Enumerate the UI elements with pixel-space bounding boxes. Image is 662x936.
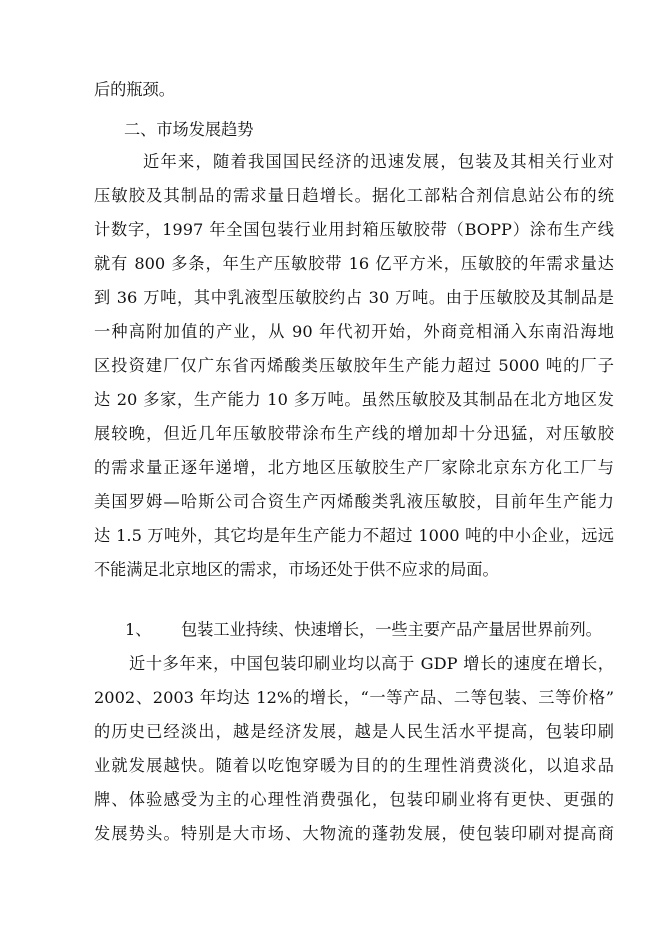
paragraph-line: 一种高附加值的产业，从 90 年代初开始，外商竞相涌入东南沿海地 <box>94 322 614 341</box>
paragraph-line: 区投资建厂仅广东省丙烯酸类压敏胶年生产能力超过 5000 吨的厂子 <box>94 356 614 375</box>
paragraph-line: 展较晚，但近几年压敏胶带涂布生产线的增加却十分迅猛，对压敏胶 <box>94 424 614 443</box>
paragraph-line: 发展势头。特别是大市场、大物流的蓬勃发展，使包装印刷对提高商 <box>94 824 614 843</box>
list-item-number: 1、 <box>125 620 152 639</box>
paragraph-line: 达 20 多家，生产能力 10 多万吨。虽然压敏胶及其制品在北方地区发 <box>94 390 614 409</box>
paragraph-line: 达 1.5 万吨外，其它均是年生产能力不超过 1000 吨的中小企业，远远 <box>94 526 614 545</box>
paragraph-line: 业就发展越快。随着以吃饱穿暖为目的的生理性消费淡化，以追求品 <box>94 756 614 775</box>
paragraph-line: 近年来，随着我国国民经济的迅速发展，包装及其相关行业对 <box>143 152 614 171</box>
paragraph-line: 2002、2003 年均达 12%的增长，“一等产品、二等包装、三等价格” <box>94 688 614 707</box>
paragraph-line: 就有 800 多条，年生产压敏胶带 16 亿平方米，压敏胶的年需求量达 <box>94 254 614 273</box>
paragraph-line: 计数字，1997 年全国包装行业用封箱压敏胶带（BOPP）涂布生产线 <box>94 220 614 239</box>
paragraph-line: 压敏胶及其制品的需求量日趋增长。据化工部粘合剂信息站公布的统 <box>94 186 614 205</box>
paragraph-line: 不能满足北京地区的需求，市场还处于供不应求的局面。 <box>94 560 499 579</box>
paragraph-line: 的需求量正逐年递增，北方地区压敏胶生产厂家除北京东方化工厂与 <box>94 458 614 477</box>
paragraph-line: 牌、体验感受为主的心理性消费强化，包装印刷业将有更快、更强的 <box>94 790 614 809</box>
text-line: 后的瓶颈。 <box>94 80 175 99</box>
list-item-text: 包装工业持续、快速增长，一些主要产品产量居世界前列。 <box>181 620 602 639</box>
paragraph-line: 美国罗姆—哈斯公司合资生产丙烯酸类乳液压敏胶，目前年生产能力 <box>94 492 614 511</box>
section-heading: 二、市场发展趋势 <box>124 120 254 139</box>
paragraph-line: 的历史已经淡出，越是经济发展，越是人民生活水平提高，包装印刷 <box>94 722 614 741</box>
paragraph-line: 近十多年来，中国包装印刷业均以高于 GDP 增长的速度在增长， <box>129 654 614 673</box>
paragraph-line: 到 36 万吨，其中乳液型压敏胶约占 30 万吨。由于压敏胶及其制品是 <box>94 288 614 307</box>
